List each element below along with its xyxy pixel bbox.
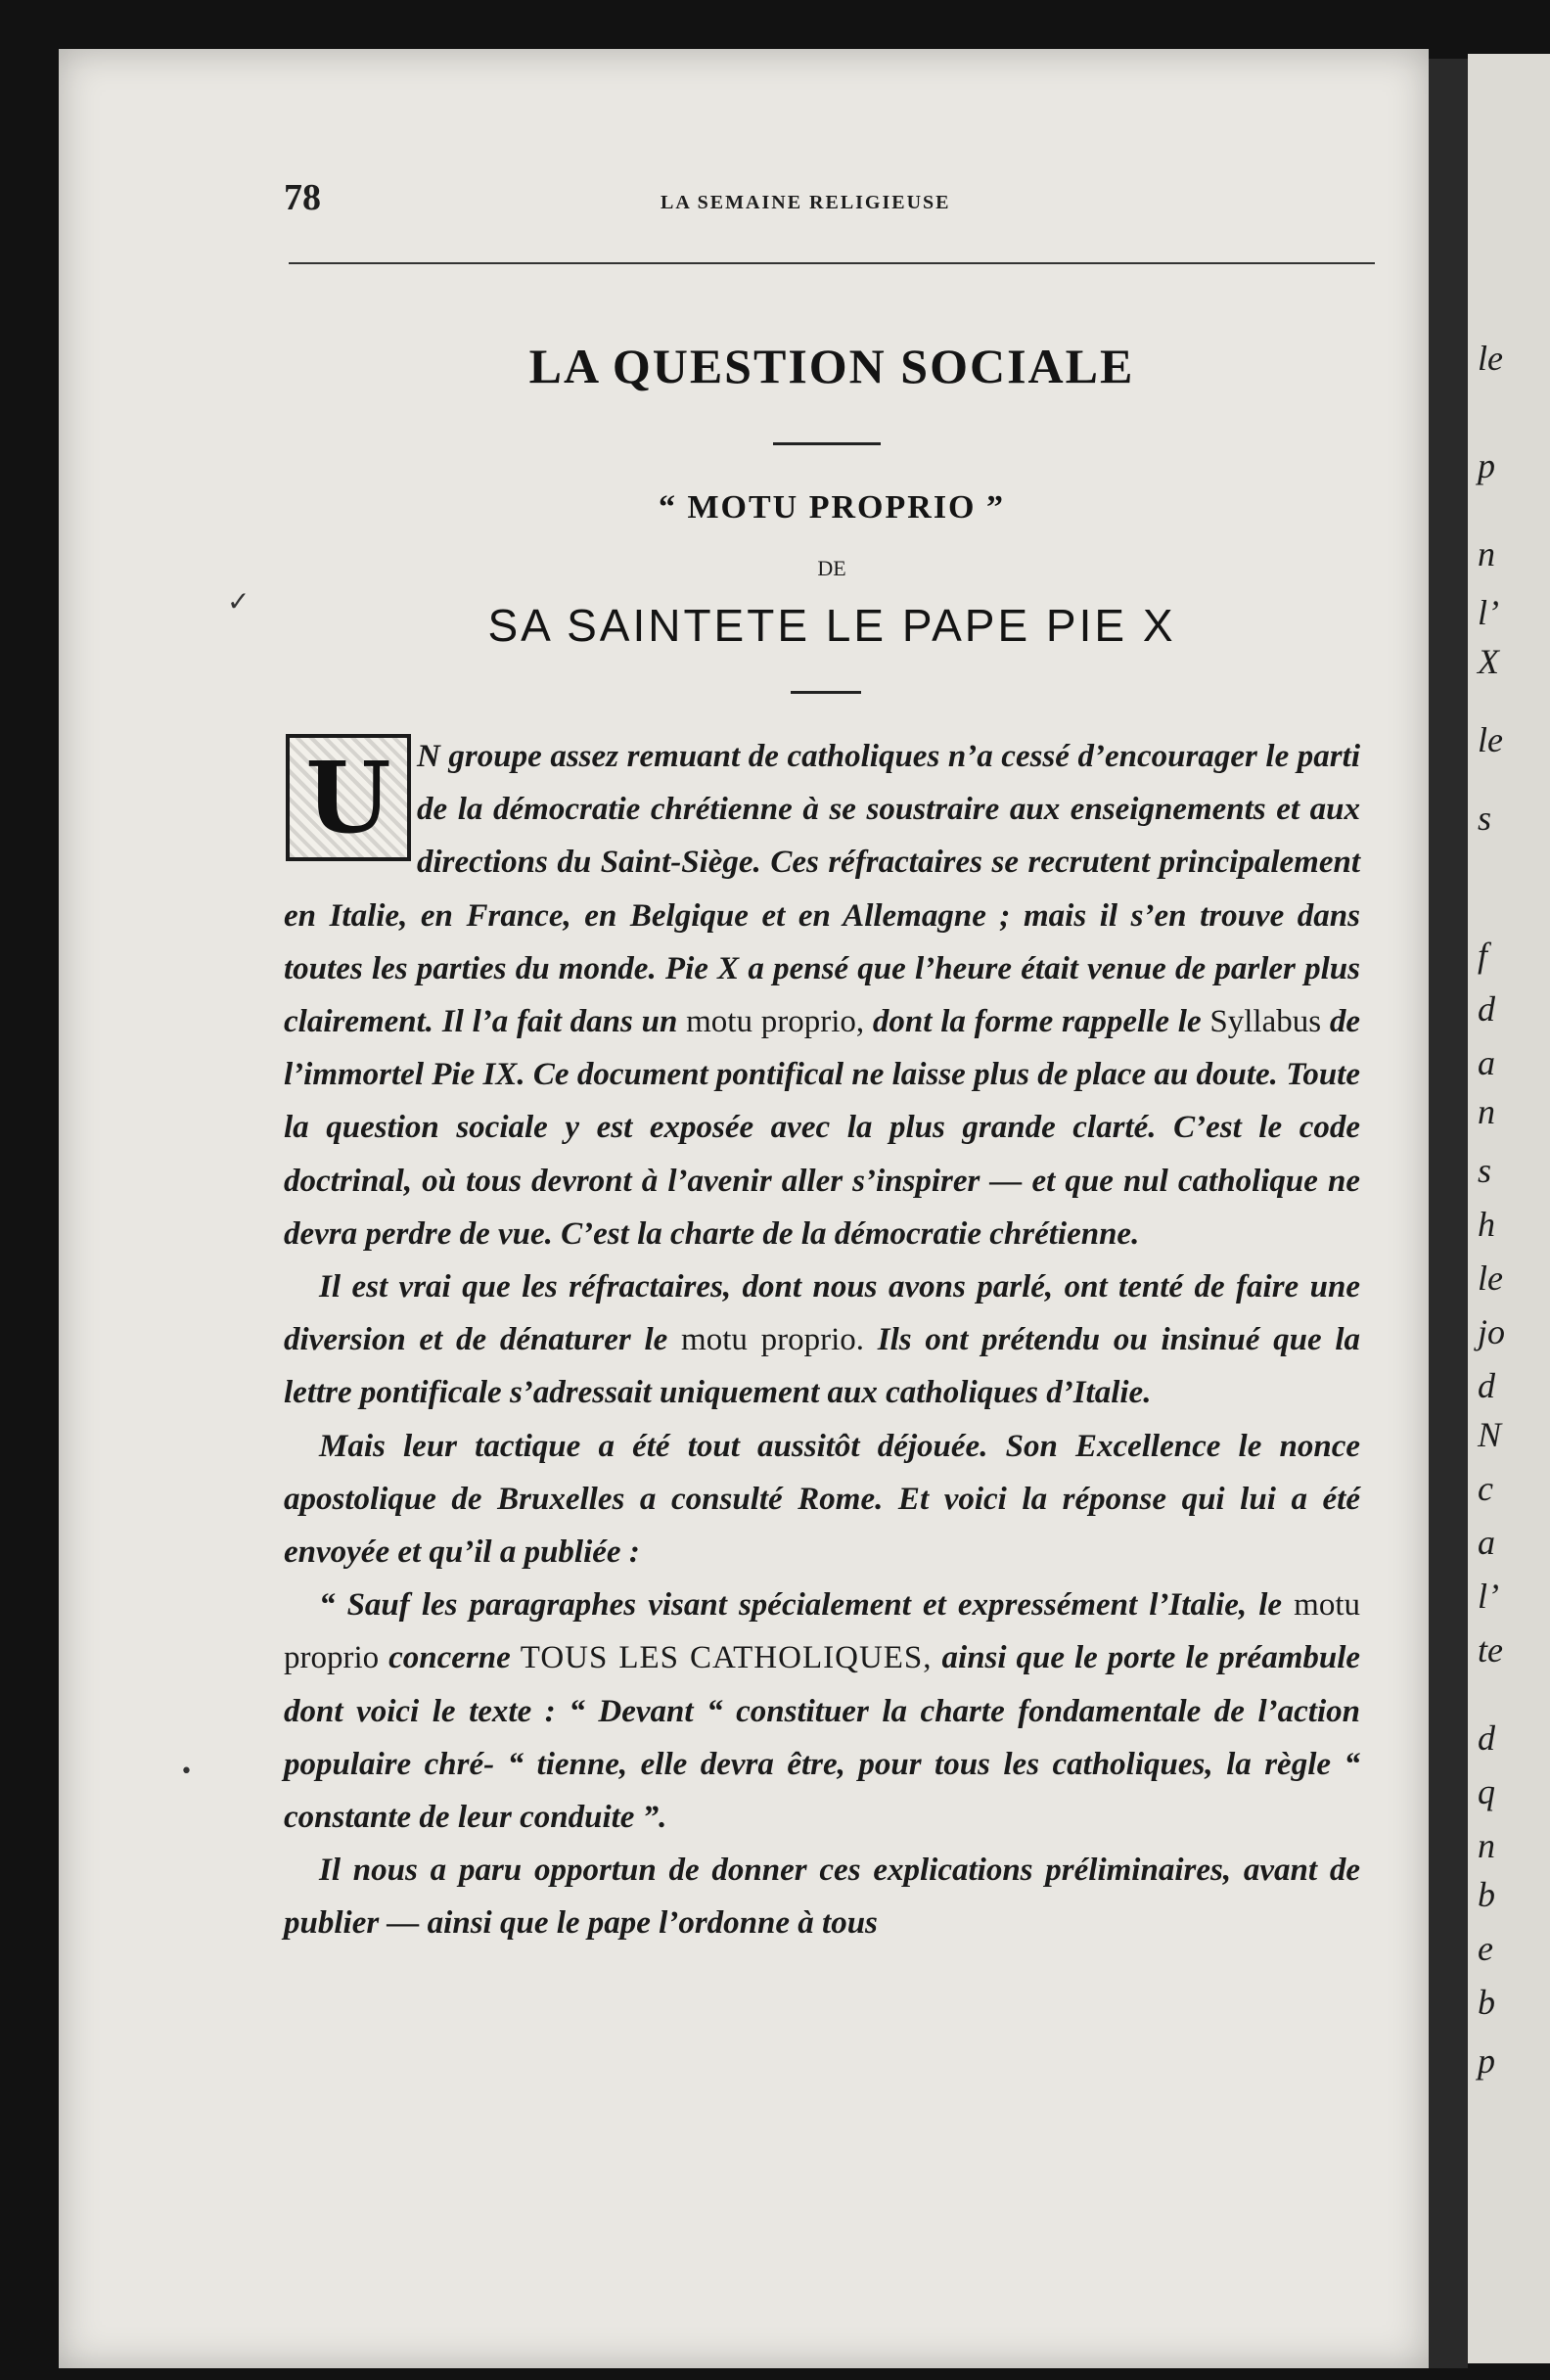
- adjacent-page-fragment: s: [1478, 1151, 1492, 1190]
- p5-text: Il nous a paru opportun de donner ces explications préliminaires, avant de publier — ainsi que le pape l’ordonne à tous: [284, 1853, 1360, 1942]
- section-title: LA QUESTION SOCIALE: [528, 339, 1135, 393]
- margin-dot: •: [180, 1760, 193, 1784]
- page-gutter: [1429, 59, 1468, 2368]
- adjacent-page-fragment: a: [1478, 1523, 1495, 1562]
- paragraph-3: [284, 1420, 1360, 1579]
- adjacent-page-fragment: c: [1478, 1469, 1493, 1508]
- adjacent-page-fragment: N: [1478, 1415, 1502, 1454]
- p1-motu-proprio: motu proprio,: [686, 1004, 865, 1040]
- p4-text-a: “ Sauf les paragraphes visant spécialement et expressément l’Italie, le: [319, 1587, 1283, 1624]
- pope-title: SA SAINTETE LE PAPE PIE X: [487, 600, 1176, 651]
- margin-check-mark: ✓: [227, 585, 251, 618]
- p4-motu-proprio: motu proprio: [284, 1587, 1361, 1676]
- adjacent-page-fragment: l’: [1478, 593, 1499, 632]
- page-header: [284, 176, 1380, 235]
- adjacent-page-fragment: f: [1478, 936, 1488, 975]
- subtitle-rule: [791, 691, 861, 694]
- adjacent-page-fragment: s: [1478, 799, 1492, 838]
- p1-text-c: de l’immortel Pie IX. Ce document pontifical ne laisse plus de place au doute. Toute la question sociale y est exposée avec la plus grande clarté. C’est le code doctrinal, où tous devront à l’avenir aller s’inspirer — et que nul catholique ne devra perdre de vue. C’est la charte de la démocratie chrétienne.: [284, 1004, 1361, 1252]
- p2-motu-proprio: motu proprio.: [681, 1322, 865, 1358]
- adjacent-page-fragment: le: [1478, 339, 1503, 378]
- p4-text-c: ainsi que le porte le préambule dont voici le texte : “ Devant “ constituer la charte fondamentale de l’action populaire chré- “ tienne, elle devra être, pour tous les catholiques, la règle “ constante de leur conduite ”.: [284, 1640, 1361, 1836]
- adjacent-page-fragment: n: [1478, 1092, 1495, 1131]
- de-line: DE: [817, 556, 846, 580]
- page-number: 78: [284, 177, 321, 218]
- p4-text-b: concerne: [388, 1640, 511, 1676]
- p2-text-a: Il est vrai que les réfractaires, dont nous avons parlé, ont tenté de faire une diversion et de dénaturer le: [284, 1269, 1360, 1358]
- adjacent-page-fragment: q: [1478, 1772, 1495, 1811]
- adjacent-page-fragment: b: [1478, 1983, 1495, 2022]
- adjacent-page-fragment: p: [1478, 446, 1495, 485]
- paragraph-2: [284, 1260, 1360, 1420]
- p1-text-a: N groupe assez remuant de catholiques n’a cessé d’encourager le parti de la démocratie chrétienne à se soustraire aux enseignements et aux directions du Saint-Siège. Ces réfractaires se recrutent principalement en Italie, en France, en Belgique et en Allemagne ; mais il s’en trouve dans toutes les parties du monde. Pie X a pensé que l’heure était venue de parler plus clairement. Il l’a fait dans un: [284, 739, 1360, 1040]
- title-rule: [773, 442, 881, 445]
- adjacent-page-fragment: d: [1478, 1366, 1495, 1405]
- paragraph-5: [284, 1844, 1360, 1949]
- adjacent-page-fragment: jo: [1478, 1312, 1506, 1351]
- adjacent-page-fragment: e: [1478, 1929, 1493, 1968]
- adjacent-page-fragment: te: [1478, 1630, 1503, 1670]
- header-rule: [289, 262, 1375, 264]
- p2-text-b: Ils ont prétendu ou insinué que la lettre pontificale s’adressait uniquement aux catholiques d’Italie.: [284, 1322, 1361, 1411]
- motu-proprio-title: “ MOTU PROPRIO ”: [658, 489, 1006, 526]
- p1-text-b: dont la forme rappelle le: [872, 1004, 1202, 1040]
- adjacent-page-edge: [1468, 54, 1550, 2363]
- adjacent-page-fragment: a: [1478, 1043, 1495, 1082]
- adjacent-page-fragment: p: [1478, 2041, 1495, 2081]
- adjacent-page-fragment: h: [1478, 1205, 1495, 1244]
- p4-tous-les-catholiques: TOUS LES CATHOLIQUES,: [520, 1640, 933, 1676]
- adjacent-page-fragment: d: [1478, 989, 1495, 1029]
- adjacent-page-fragment: n: [1478, 1826, 1495, 1865]
- adjacent-page-fragment: le: [1478, 1259, 1503, 1298]
- paragraph-1: [284, 730, 1360, 1260]
- adjacent-page-fragment: n: [1478, 534, 1495, 573]
- running-title: LA SEMAINE RELIGIEUSE: [661, 192, 951, 213]
- adjacent-page-fragment: le: [1478, 720, 1503, 759]
- adjacent-page-fragment: b: [1478, 1875, 1495, 1914]
- article-body: [284, 730, 1360, 1950]
- p3-text: Mais leur tactique a été tout aussitôt déjouée. Son Excellence le nonce apostolique de Bruxelles a consulté Rome. Et voici la réponse qui lui a été envoyée et qu’il a publiée :: [284, 1428, 1360, 1571]
- drop-cap-initial: U: [286, 734, 411, 861]
- p1-syllabus: Syllabus: [1209, 1004, 1322, 1040]
- adjacent-page-fragment: X: [1478, 642, 1499, 681]
- drop-cap-space: [284, 730, 417, 867]
- paragraph-4: [284, 1579, 1360, 1844]
- adjacent-page-fragment: d: [1478, 1718, 1495, 1758]
- adjacent-page-fragment: l’: [1478, 1577, 1499, 1616]
